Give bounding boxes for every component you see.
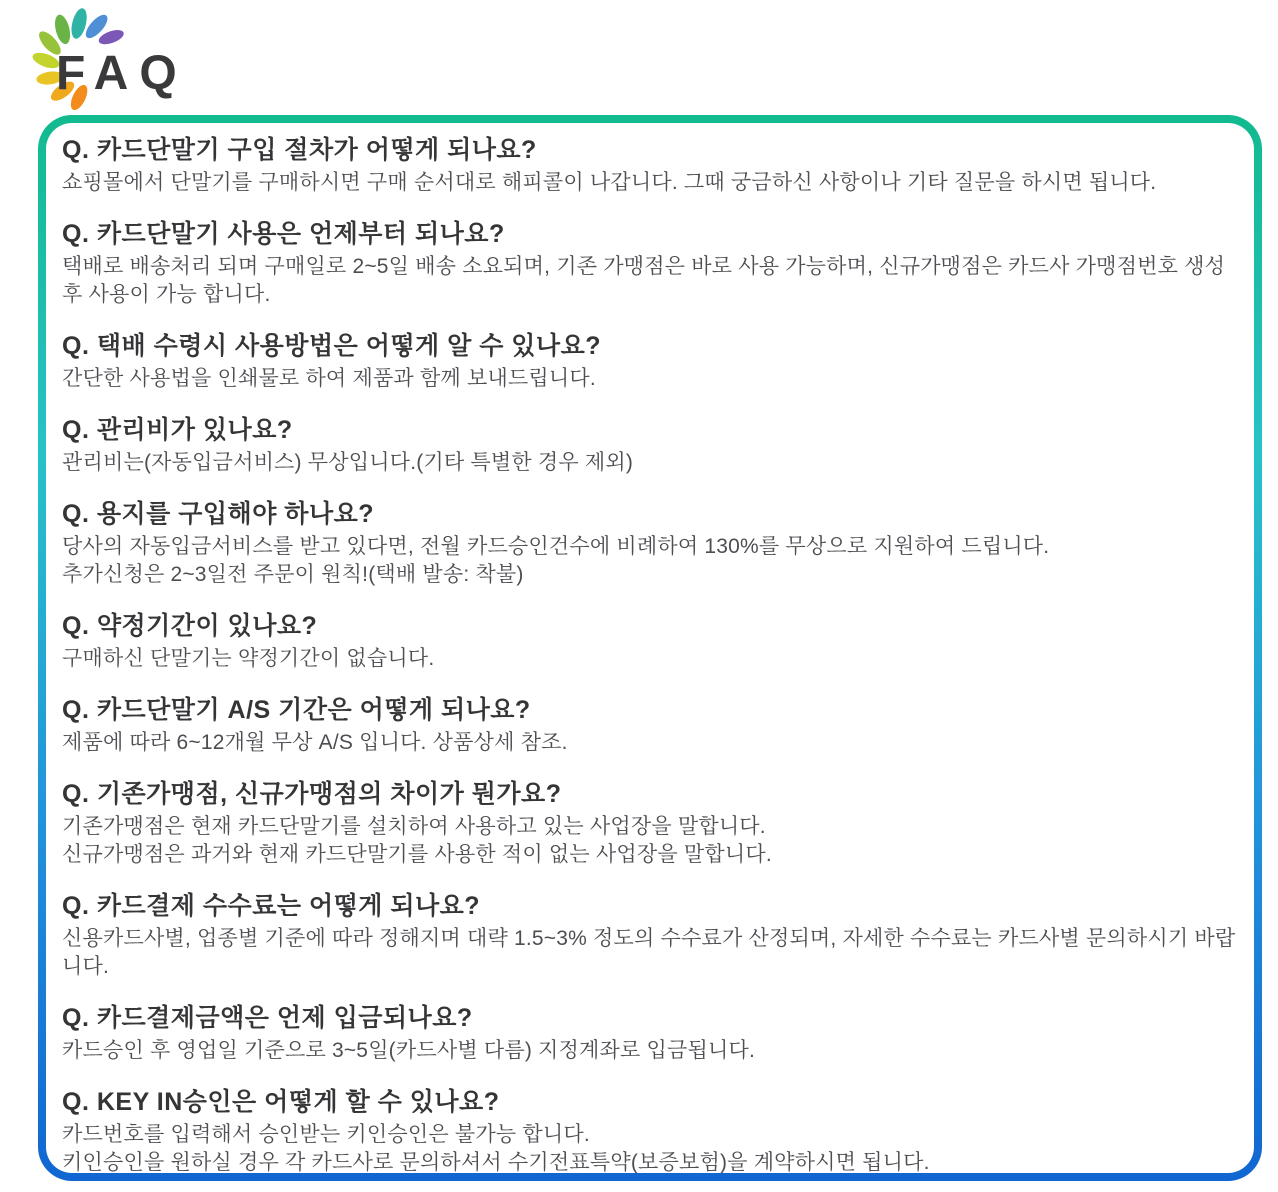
faq-answer <box>62 645 1236 673</box>
faq-question <box>62 331 1236 362</box>
faq-answer <box>62 449 1236 477</box>
faq-item <box>62 219 1236 309</box>
faq-item <box>62 695 1236 757</box>
answer-line: 당사의 자동입금서비스를 받고 있다면, 전월 카드승인건수에 비례하여 130%를 무상으로 지원하여 드립니다. <box>62 535 1050 558</box>
logo <box>10 2 270 114</box>
faq-question <box>62 779 1236 810</box>
question-prefix: Q. <box>62 220 90 248</box>
question-text: 기존가맹점, 신규가맹점의 차이가 뭔가요? <box>96 780 562 808</box>
question-prefix: Q. <box>62 332 90 360</box>
faq-answer <box>62 533 1236 589</box>
answer-line: 카드승인 후 영업일 기준으로 3~5일(카드사별 다름) 지정계좌로 입금됩니다. <box>62 1039 755 1062</box>
faq-item <box>62 1087 1236 1173</box>
faq-question <box>62 415 1236 446</box>
faq-question <box>62 499 1236 530</box>
answer-line: 간단한 사용법을 인쇄물로 하여 제품과 함께 보내드립니다. <box>62 367 596 390</box>
faq-item <box>62 611 1236 673</box>
faq-answer <box>62 1037 1236 1065</box>
answer-line: 기존가맹점은 현재 카드단말기를 설치하여 사용하고 있는 사업장을 말합니다. <box>62 815 766 838</box>
question-text: 카드단말기 A/S 기간은 어떻게 되나요? <box>96 696 531 724</box>
faq-panel-inner <box>46 123 1254 1173</box>
faq-question <box>62 1087 1236 1118</box>
faq-item <box>62 135 1236 197</box>
faq-question <box>62 1003 1236 1034</box>
answer-line: 택배로 배송처리 되며 구매일로 2~5일 배송 소요되며, 기존 가맹점은 바로 사용 가능하며, 신규가맹점은 카드사 가맹점번호 생성 후 사용이 가능 합니다. <box>62 255 1226 306</box>
faq-item <box>62 779 1236 869</box>
faq-question <box>62 135 1236 166</box>
faq-question <box>62 611 1236 642</box>
faq-list <box>62 135 1236 1173</box>
faq-answer <box>62 169 1236 197</box>
question-prefix: Q. <box>62 136 90 164</box>
question-text: 택배 수령시 사용방법은 어떻게 알 수 있나요? <box>96 332 602 360</box>
question-text: 약정기간이 있나요? <box>96 612 318 640</box>
question-text: KEY IN승인은 어떻게 할 수 있나요? <box>96 1088 500 1116</box>
faq-item <box>62 891 1236 981</box>
answer-line: 신규가맹점은 과거와 현재 카드단말기를 사용한 적이 없는 사업장을 말합니다. <box>62 843 772 866</box>
faq-item <box>62 415 1236 477</box>
answer-line: 쇼핑몰에서 단말기를 구매하시면 구매 순서대로 해피콜이 나갑니다. 그때 궁금하신 사항이나 기타 질문을 하시면 됩니다. <box>62 171 1157 194</box>
answer-line: 추가신청은 2~3일전 주문이 원칙!(택배 발송: 착불) <box>62 563 524 586</box>
question-prefix: Q. <box>62 612 90 640</box>
faq-item <box>62 1003 1236 1065</box>
question-text: 카드단말기 사용은 언제부터 되나요? <box>96 220 505 248</box>
faq-answer <box>62 1121 1236 1173</box>
question-prefix: Q. <box>62 780 90 808</box>
answer-line: 관리비는(자동입금서비스) 무상입니다.(기타 특별한 경우 제외) <box>62 451 634 474</box>
faq-item <box>62 331 1236 393</box>
answer-line: 구매하신 단말기는 약정기간이 없습니다. <box>62 647 435 670</box>
answer-line: 제품에 따라 6~12개월 무상 A/S 입니다. 상품상세 참조. <box>62 731 568 754</box>
question-text: 카드단말기 구입 절차가 어떻게 되나요? <box>96 136 537 164</box>
question-text: 관리비가 있나요? <box>96 416 293 444</box>
faq-panel <box>38 115 1262 1181</box>
question-prefix: Q. <box>62 892 90 920</box>
faq-answer <box>62 813 1236 869</box>
answer-line: 키인승인을 원하실 경우 각 카드사로 문의하셔서 수기전표특약(보증보험)을 계약하시면 됩니다. <box>62 1151 930 1173</box>
faq-question <box>62 695 1236 726</box>
question-prefix: Q. <box>62 500 90 528</box>
faq-answer <box>62 729 1236 757</box>
question-prefix: Q. <box>62 1004 90 1032</box>
question-prefix: Q. <box>62 416 90 444</box>
question-prefix: Q. <box>62 1088 90 1116</box>
question-text: 카드결제금액은 언제 입금되나요? <box>96 1004 473 1032</box>
faq-answer <box>62 925 1236 981</box>
question-text: 용지를 구입해야 하나요? <box>96 500 375 528</box>
faq-item <box>62 499 1236 589</box>
faq-question <box>62 891 1236 922</box>
answer-line: 카드번호를 입력해서 승인받는 키인승인은 불가능 합니다. <box>62 1123 590 1146</box>
faq-question <box>62 219 1236 250</box>
page-title: FAQ <box>56 47 188 100</box>
faq-answer <box>62 253 1236 309</box>
question-prefix: Q. <box>62 696 90 724</box>
faq-answer <box>62 365 1236 393</box>
answer-line: 신용카드사별, 업종별 기준에 따라 정해지며 대략 1.5~3% 정도의 수수료가 산정되며, 자세한 수수료는 카드사별 문의하시기 바랍니다. <box>62 927 1236 978</box>
question-text: 카드결제 수수료는 어떻게 되나요? <box>96 892 481 920</box>
